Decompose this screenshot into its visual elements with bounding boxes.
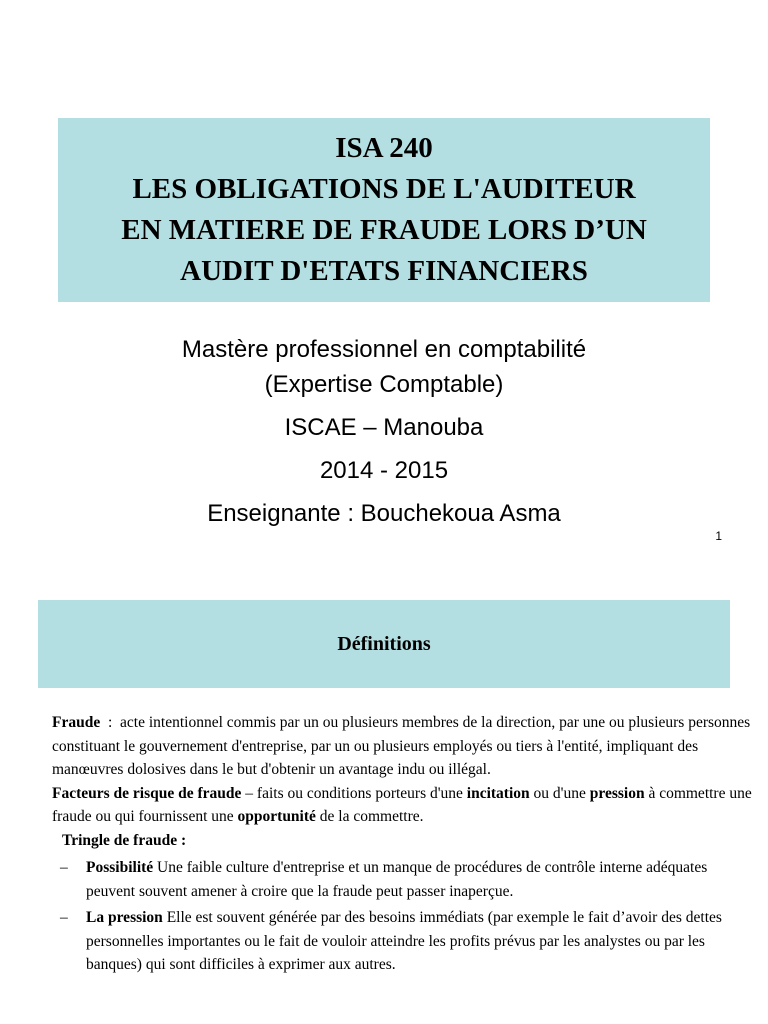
bullet-text <box>86 906 752 977</box>
facteurs-definition <box>52 782 752 829</box>
list-item <box>52 906 752 977</box>
academic-year: 2014 - 2015 <box>319 457 449 484</box>
definitions-body <box>52 711 752 980</box>
term-incitation: incitation <box>466 784 530 802</box>
section-header-box <box>38 600 730 688</box>
dash-bullet: – <box>60 859 68 876</box>
facteurs-text: ou d'une <box>529 784 590 802</box>
title-line: LES OBLIGATIONS DE L'AUDITEUR <box>132 173 636 205</box>
fraude-definition-text: acte intentionnel commis par un ou plusieurs membres de la direction, par une ou plusieurs personnes constituant le gouvernement d'entreprise, par un ou plusieurs employés ou tiers à l'entité, impliquant des manœuvres dolosives dans le but d'obtenir un avantage indu ou illégal. <box>52 714 751 778</box>
fraude-definition <box>52 711 752 782</box>
facteurs-text: – faits ou conditions porteurs d'une <box>241 784 467 802</box>
bullet-term: Possibilité <box>86 859 154 876</box>
triangle-heading <box>62 829 752 853</box>
term-pression: pression <box>589 784 645 802</box>
section-title: Définitions <box>337 632 431 655</box>
title-box <box>58 118 710 302</box>
list-item <box>52 856 752 903</box>
term-opportunite: opportunité <box>237 808 316 825</box>
institution: ISCAE – Manouba <box>284 414 484 441</box>
page-number: 1 <box>715 529 722 543</box>
triangle-heading-text: Tringle de fraude : <box>62 831 187 849</box>
term-fraude: Fraude <box>52 714 101 731</box>
dash-bullet: – <box>60 909 68 926</box>
title-line: ISA 240 <box>335 132 433 164</box>
bullet-description: Elle est souvent générée par des besoins immédiats (par exemple le fait d’avoir des dettes personnelles importantes ou le fait de vouloir atteindre les profits prévus par les analystes ou par les banques) qui sont difficiles à exprimer aux autres. <box>86 909 722 973</box>
program-name: Mastère professionnel en comptabilité <box>181 336 587 363</box>
bullet-text <box>86 856 752 903</box>
separator: : <box>100 714 121 731</box>
term-facteurs: Facteurs de risque de fraude <box>52 784 242 802</box>
bullet-term: La pression <box>86 909 163 926</box>
program-specialty: (Expertise Comptable) <box>264 371 504 398</box>
teacher: Enseignante : Bouchekoua Asma <box>207 500 561 527</box>
bullet-description: Une faible culture d'entreprise et un manque de procédures de contrôle interne adéquates peuvent souvent amener à croire que la fraude peut passer inaperçue. <box>86 859 708 900</box>
title-line: EN MATIERE DE FRAUDE LORS D’UN <box>121 214 647 246</box>
title-line: AUDIT D'ETATS FINANCIERS <box>180 255 588 287</box>
facteurs-text: à commettre une fraude ou qui fournissent une <box>52 784 752 825</box>
facteurs-text: de la commettre. <box>315 808 424 825</box>
